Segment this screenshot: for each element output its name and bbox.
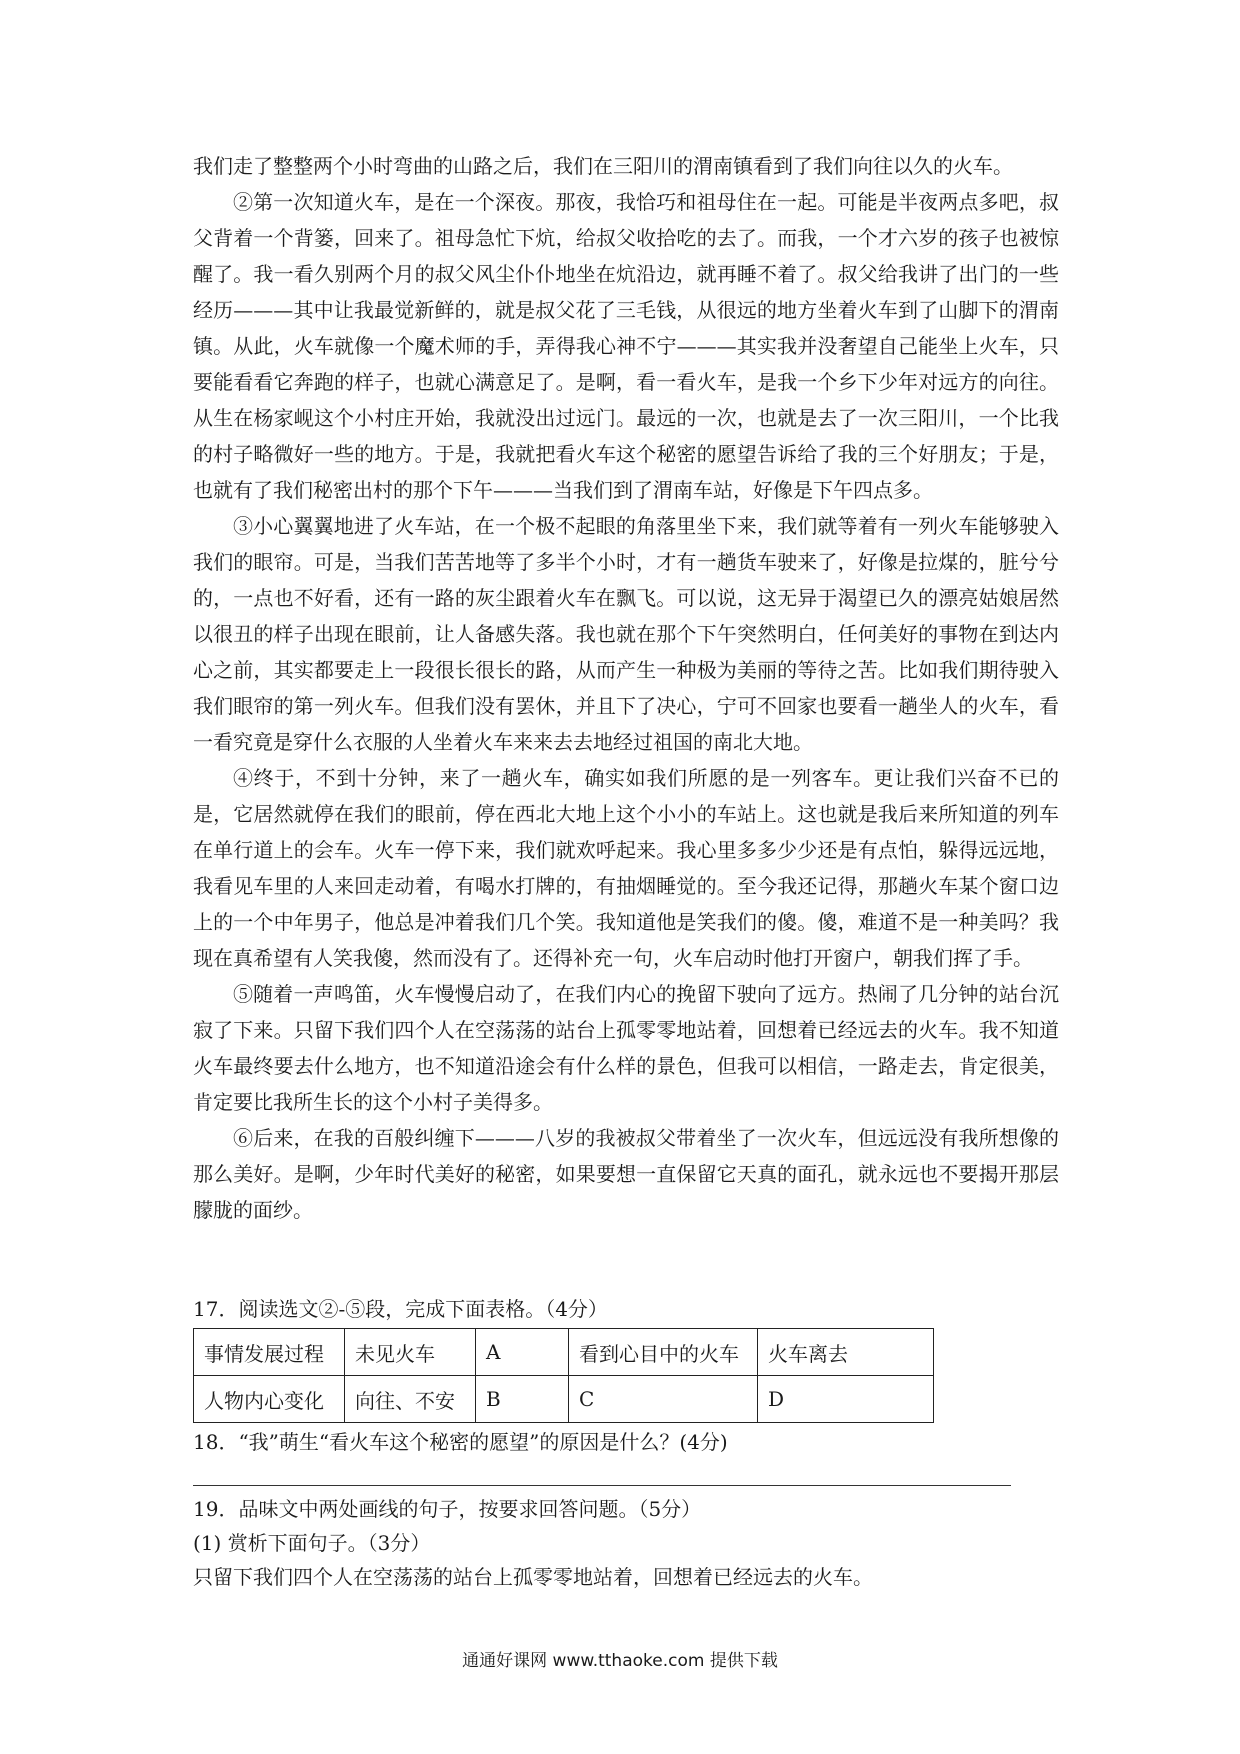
page-footer: 通通好课网 www.tthaoke.com 提供下载 bbox=[462, 1651, 778, 1671]
question-17: 17．阅读选文②-⑤段，完成下面表格。（4分） bbox=[193, 1297, 608, 1321]
table-cell: 向往、不安 bbox=[345, 1376, 476, 1423]
table-cell: 未见火车 bbox=[345, 1329, 476, 1376]
question-19: 19．品味文中两处画线的句子，按要求回答问题。（5分） bbox=[193, 1497, 702, 1521]
table-row bbox=[194, 1329, 934, 1376]
paragraph-4: ④终于，不到十分钟，来了一趟火车，确实如我们所愿的是一列客车。更让我们兴奋不已的是，它居然就停在我们的眼前，停在西北大地上这个小小的车站上。这也就是我后来所知道的列车在单行道上的会车。火车一停下来，我们就欢呼起来。我心里多多少少还是有点怕，躲得远远地，我看见车里的人来回走动着，有喝水打牌的，有抽烟睡觉的。至今我还记得，那趟火车某个窗口边上的一个中年男子，他总是冲着我们几个笑。我知道他是笑我们的傻。傻，难道不是一种美吗？我现在真希望有人笑我傻，然而没有了。还得补充一句，火车启动时他打开窗户，朝我们挥了手。 bbox=[193, 766, 1059, 970]
table-cell: 事情发展过程 bbox=[194, 1329, 345, 1376]
reading-passage bbox=[193, 148, 1059, 1228]
paragraph-1-tail: 我们走了整整两个小时弯曲的山路之后，我们在三阳川的渭南镇看到了我们向往以久的火车。 bbox=[193, 154, 1013, 178]
table-cell: D bbox=[758, 1376, 934, 1423]
table-cell: 火车离去 bbox=[758, 1329, 934, 1376]
question-18: 18．“我”萌生“看火车这个秘密的愿望”的原因是什么？(4分) bbox=[193, 1430, 728, 1454]
table-cell: A bbox=[476, 1329, 569, 1376]
paragraph-6: ⑥后来，在我的百般纠缠下———八岁的我被叔父带着坐了一次火车，但远远没有我所想像的那么美好。是啊，少年时代美好的秘密，如果要想一直保留它天真的面孔，就永远也不要揭开那层朦胧的面纱。 bbox=[193, 1126, 1059, 1222]
question-19-sentence: 只留下我们四个人在空荡荡的站台上孤零零地站着，回想着已经远去的火车。 bbox=[193, 1565, 873, 1589]
table-row bbox=[194, 1376, 934, 1423]
paragraph-2: ②第一次知道火车，是在一个深夜。那夜，我恰巧和祖母住在一起。可能是半夜两点多吧，叔父背着一个背篓，回来了。祖母急忙下炕，给叔父收拾吃的去了。而我，一个才六岁的孩子也被惊醒了。我一看久别两个月的叔父风尘仆仆地坐在炕沿边，就再睡不着了。叔父给我讲了出门的一些经历———其中让我最觉新鲜的，就是叔父花了三毛钱，从很远的地方坐着火车到了山脚下的渭南镇。从此，火车就像一个魔术师的手，弄得我心神不宁———其实我并没奢望自己能坐上火车，只要能看看它奔跑的样子，也就心满意足了。是啊，看一看火车，是我一个乡下少年对远方的向往。从生在杨家岘这个小村庄开始，我就没出过远门。最远的一次，也就是去了一次三阳川，一个比我的村子略微好一些的地方。于是，我就把看火车这个秘密的愿望告诉给了我的三个好朋友；于是，也就有了我们秘密出村的那个下午———当我们到了渭南车站，好像是下午四点多。 bbox=[193, 190, 1059, 502]
paragraph-3: ③小心翼翼地进了火车站，在一个极不起眼的角落里坐下来，我们就等着有一列火车能够驶入我们的眼帘。可是，当我们苦苦地等了多半个小时，才有一趟货车驶来了，好像是拉煤的，脏兮兮的，一点也不好看，还有一路的灰尘跟着火车在飘飞。可以说，这无异于渴望已久的漂亮姑娘居然以很丑的样子出现在眼前，让人备感失落。我也就在那个下午突然明白，任何美好的事物在到达内心之前，其实都要走上一段很长很长的路，从而产生一种极为美丽的等待之苦。比如我们期待驶入我们眼帘的第一列火车。但我们没有罢休，并且下了决心，宁可不回家也要看一趟坐人的火车，看一看究竟是穿什么衣服的人坐着火车来来去去地经过祖国的南北大地。 bbox=[193, 514, 1059, 754]
table-cell: 人物内心变化 bbox=[194, 1376, 345, 1423]
questions-section bbox=[193, 1292, 1063, 1594]
table-cell: 看到心目中的火车 bbox=[569, 1329, 758, 1376]
paragraph-5: ⑤随着一声鸣笛，火车慢慢启动了，在我们内心的挽留下驶向了远方。热闹了几分钟的站台沉寂了下来。只留下我们四个人在空荡荡的站台上孤零零地站着，回想着已经远去的火车。我不知道火车最终要去什么地方，也不知道沿途会有什么样的景色，但我可以相信，一路走去，肯定很美，肯定要比我所生长的这个小村子美得多。 bbox=[193, 982, 1059, 1114]
question-19-part-1: (1) 赏析下面句子。（3分） bbox=[193, 1531, 431, 1555]
table-cell: B bbox=[476, 1376, 569, 1423]
question-17-table bbox=[193, 1328, 934, 1423]
table-cell: C bbox=[569, 1376, 758, 1423]
answer-line bbox=[193, 1459, 1011, 1486]
